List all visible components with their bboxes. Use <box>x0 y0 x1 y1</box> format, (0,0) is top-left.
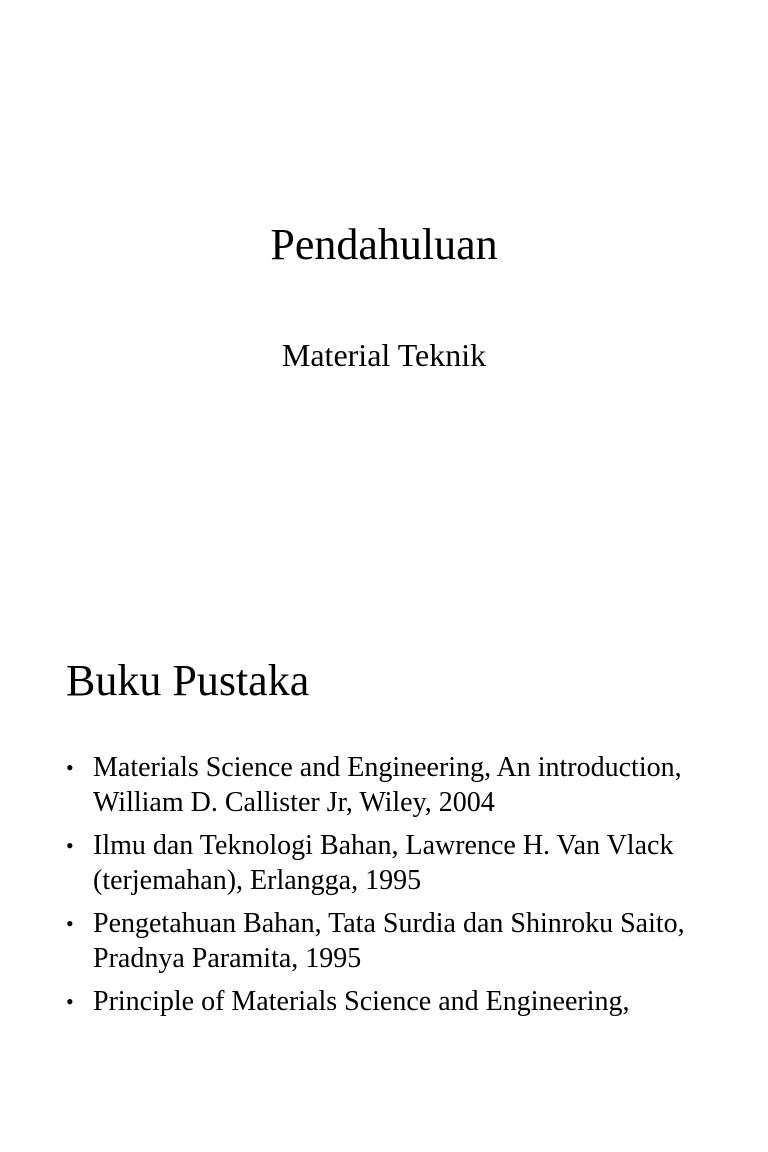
bullet-icon: • <box>66 833 74 858</box>
reference-text: Pengetahuan Bahan, Tata Surdia dan Shinroku Saito, Pradnya Paramita, 1995 <box>93 908 685 974</box>
reference-item <box>66 828 706 898</box>
slide-title-heading: Pendahuluan <box>270 220 498 269</box>
reference-text: Principle of Materials Science and Engineering, <box>93 986 630 1017</box>
reference-item <box>66 984 706 1019</box>
reference-item <box>66 750 706 820</box>
slide-references <box>0 576 768 1152</box>
reference-text: Materials Science and Engineering, An introduction, William D. Callister Jr, Wiley, 2004 <box>93 752 682 818</box>
bullet-icon: • <box>66 989 74 1014</box>
references-heading: Buku Pustaka <box>66 656 310 705</box>
slide-subtitle: Material Teknik <box>281 337 487 373</box>
reference-text: Ilmu dan Teknologi Bahan, Lawrence H. Van Vlack (terjemahan), Erlangga, 1995 <box>93 830 674 896</box>
bullet-icon: • <box>66 911 74 936</box>
bullet-icon: • <box>66 755 74 780</box>
reference-item <box>66 906 706 976</box>
reference-list <box>66 750 706 1027</box>
